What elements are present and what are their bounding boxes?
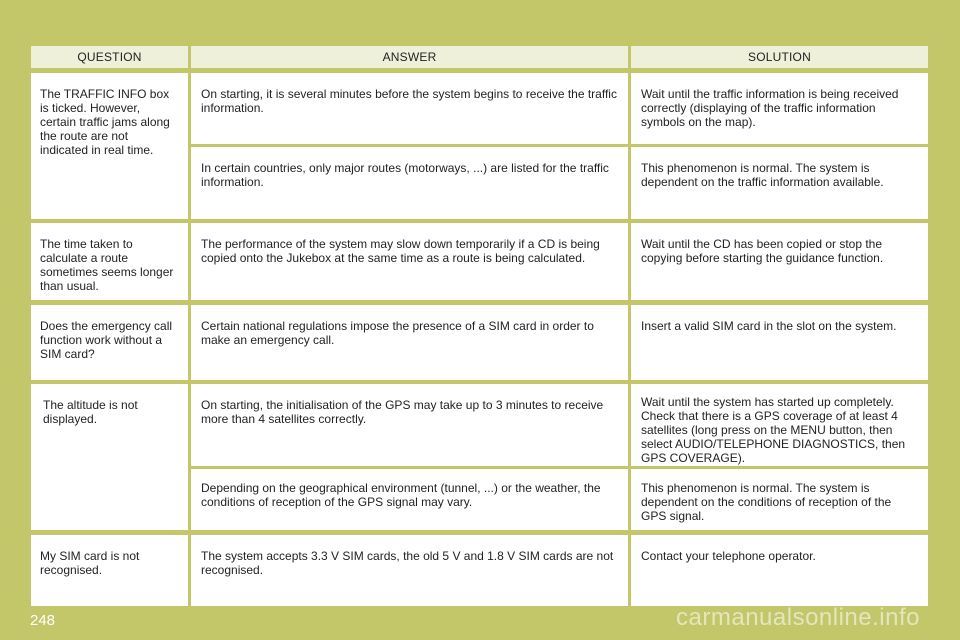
solution-cell: Wait until the system has started up completely. Check that there is a GPS coverage of at least 4 satellites (long press on the MENU button, then select AUDIO/TELEPHONE DIAGNOSTICS, then GPS COVERAGE). xyxy=(631,384,928,466)
question-cell: The time taken to calculate a route sometimes seems longer than usual. xyxy=(31,223,188,300)
solution-cell: Contact your telephone operator. xyxy=(631,535,928,606)
answer-cell: On starting, the initialisation of the GPS may take up to 3 minutes to receive more than 4 satellites correctly. xyxy=(191,384,628,466)
solution-cell: Insert a valid SIM card in the slot on the system. xyxy=(631,305,928,380)
answer-cell: On starting, it is several minutes before the system begins to receive the traffic information. xyxy=(191,73,628,144)
answer-cell: Certain national regulations impose the presence of a SIM card in order to make an emergency call. xyxy=(191,305,628,380)
solution-cell: Wait until the CD has been copied or stop the copying before starting the guidance function. xyxy=(631,223,928,300)
header-question: QUESTION xyxy=(31,46,188,68)
header-answer: ANSWER xyxy=(191,46,628,68)
solution-cell: This phenomenon is normal. The system is dependent on the conditions of reception of the GPS signal. xyxy=(631,469,928,530)
header-solution: SOLUTION xyxy=(631,46,928,68)
answer-cell: Depending on the geographical environment (tunnel, ...) or the weather, the conditions of reception of the GPS signal may vary. xyxy=(191,469,628,530)
table-header xyxy=(31,46,928,68)
answer-cell: The performance of the system may slow down temporarily if a CD is being copied onto the Jukebox at the same time as a route is being calculated. xyxy=(191,223,628,300)
question-cell: The TRAFFIC INFO box is ticked. However, certain traffic jams along the route are not indicated in real time. xyxy=(31,73,188,219)
question-cell: The altitude is not displayed. xyxy=(31,384,188,530)
page-number: 248 xyxy=(30,612,56,629)
answer-cell: In certain countries, only major routes (motorways, ...) are listed for the traffic information. xyxy=(191,147,628,219)
question-cell: Does the emergency call function work without a SIM card? xyxy=(31,305,188,380)
solution-cell: This phenomenon is normal. The system is dependent on the traffic information available. xyxy=(631,147,928,219)
question-cell: My SIM card is not recognised. xyxy=(31,535,188,606)
solution-cell: Wait until the traffic information is being received correctly (displaying of the traffic information symbols on the map). xyxy=(631,73,928,144)
answer-cell: The system accepts 3.3 V SIM cards, the old 5 V and 1.8 V SIM cards are not recognised. xyxy=(191,535,628,606)
watermark: carmanualsonline.info xyxy=(676,604,920,631)
